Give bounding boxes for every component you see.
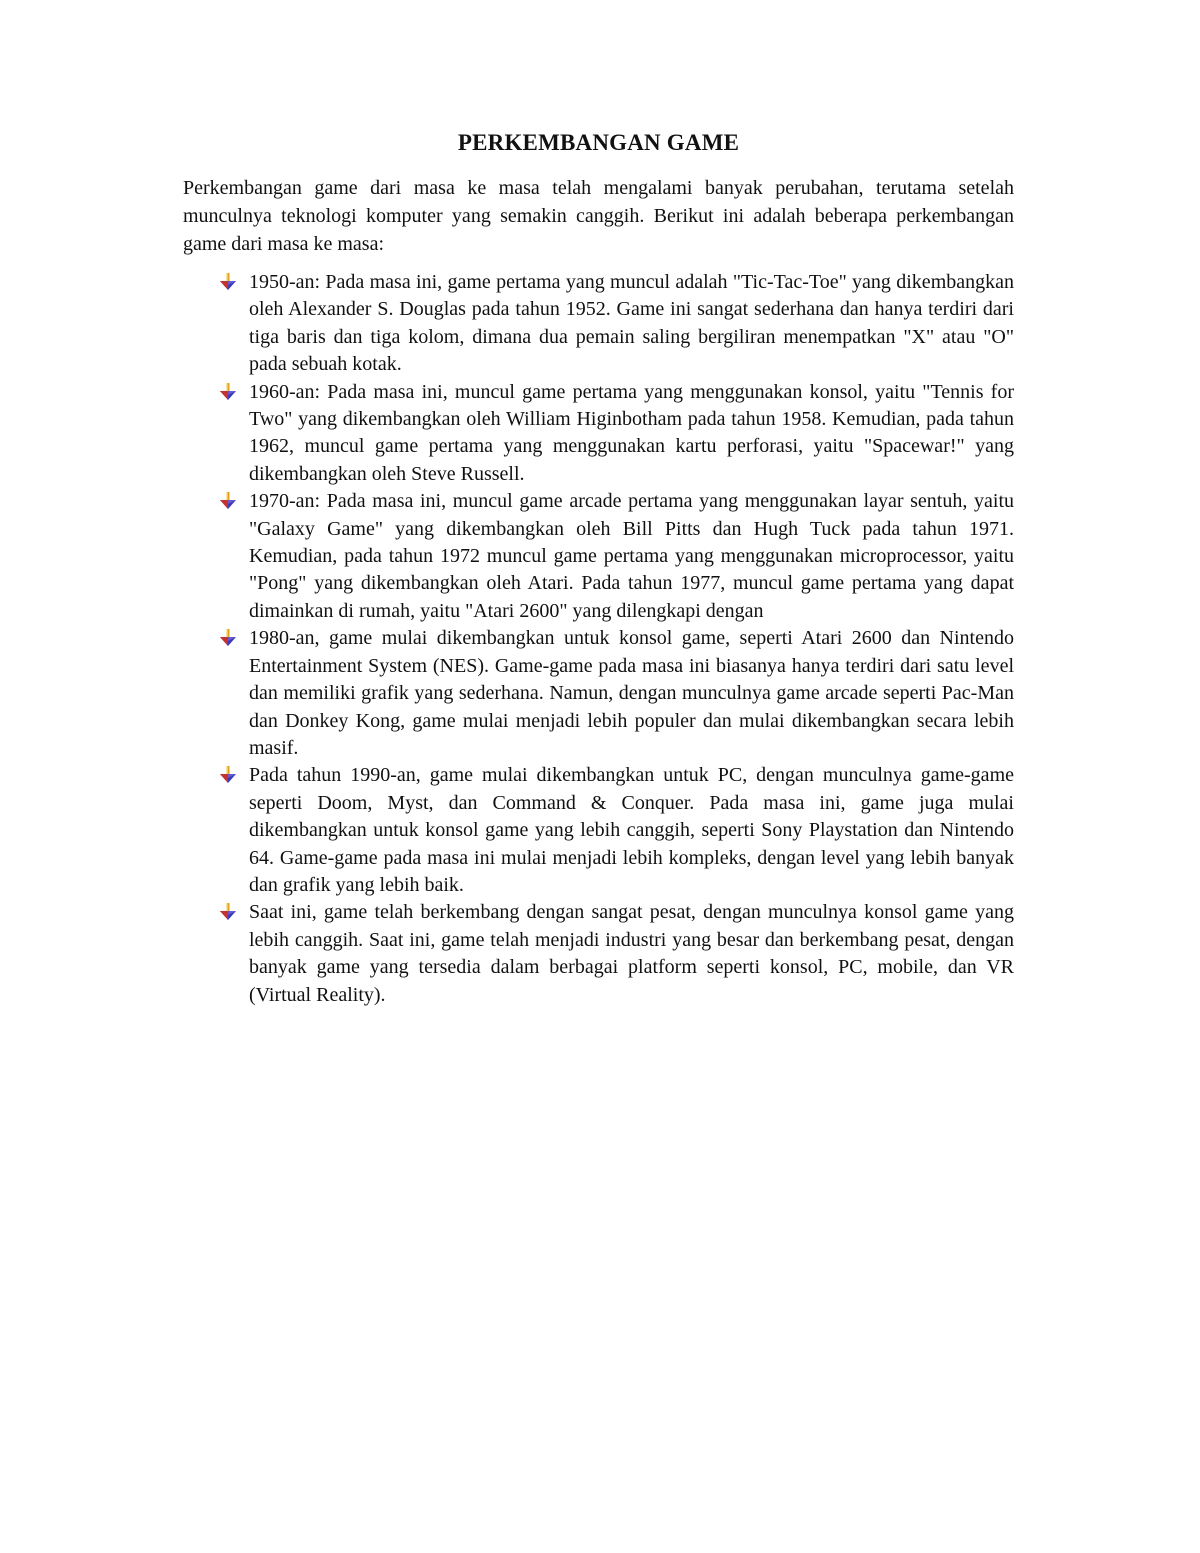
list-item	[183, 488, 1014, 625]
page-title: PERKEMBANGAN GAME	[457, 130, 740, 155]
arrow-down-bullet-icon	[220, 383, 236, 403]
list-item-text: 1980-an, game mulai dikembangkan untuk konsol game, seperti Atari 2600 dan Nintendo Entertainment System (NES). Game-game pada masa ini biasanya hanya terdiri dari satu level dan memiliki grafik yang sederhana. Namun, dengan munculnya game arcade seperti Pac-Man dan Donkey Kong, game mulai menjadi lebih populer dan mulai dikembangkan secara lebih masif.	[249, 627, 1014, 759]
arrow-down-bullet-icon	[220, 903, 236, 923]
arrow-down-bullet-icon	[220, 273, 236, 293]
list-item-text: 1960-an: Pada masa ini, muncul game pertama yang menggunakan konsol, yaitu "Tennis for Two" yang dikembangkan oleh William Higinbotham pada tahun 1958. Kemudian, pada tahun 1962, muncul game pertama yang menggunakan kartu perforasi, yaitu "Spacewar!" yang dikembangkan oleh Steve Russell.	[249, 380, 1014, 485]
history-list	[183, 269, 1014, 1009]
list-item	[183, 625, 1014, 762]
arrow-down-bullet-icon	[220, 629, 236, 649]
list-item-text: 1950-an: Pada masa ini, game pertama yang muncul adalah "Tic-Tac-Toe" yang dikembangkan oleh Alexander S. Douglas pada tahun 1952. Game ini sangat sederhana dan hanya terdiri dari tiga baris dan tiga kolom, dimana dua pemain saling bergiliran menempatkan "X" atau "O" pada sebuah kotak.	[249, 271, 1014, 376]
list-item-text: Saat ini, game telah berkembang dengan sangat pesat, dengan munculnya konsol game yang lebih canggih. Saat ini, game telah menjadi industri yang besar dan berkembang pesat, dengan banyak game yang tersedia dalam berbagai platform seperti konsol, PC, mobile, dan VR (Virtual Reality).	[249, 901, 1014, 1006]
arrow-down-bullet-icon	[220, 766, 236, 786]
list-item-text: 1970-an: Pada masa ini, muncul game arcade pertama yang menggunakan layar sentuh, yaitu "Galaxy Game" yang dikembangkan oleh Bill Pitts dan Hugh Tuck pada tahun 1971. Kemudian, pada tahun 1972 muncul game pertama yang menggunakan microprocessor, yaitu "Pong" yang dikembangkan oleh Atari. Pada tahun 1977, muncul game pertama yang dapat dimainkan di rumah, yaitu "Atari 2600" yang dilengkapi dengan	[249, 490, 1014, 622]
document-body	[183, 130, 1014, 1009]
list-item	[183, 379, 1014, 489]
intro-paragraph: Perkembangan game dari masa ke masa telah mengalami banyak perubahan, terutama setelah munculnya teknologi komputer yang semakin canggih. Berikut ini adalah beberapa perkembangan game dari masa ke masa:	[183, 177, 1014, 255]
list-item	[183, 899, 1014, 1009]
list-item-text: Pada tahun 1990-an, game mulai dikembangkan untuk PC, dengan munculnya game-game seperti Doom, Myst, dan Command & Conquer. Pada masa ini, game juga mulai dikembangkan untuk konsol game yang lebih canggih, seperti Sony Playstation dan Nintendo 64. Game-game pada masa ini mulai menjadi lebih kompleks, dengan level yang lebih banyak dan grafik yang lebih baik.	[249, 764, 1014, 896]
list-item	[183, 762, 1014, 899]
list-item	[183, 269, 1014, 379]
arrow-down-bullet-icon	[220, 492, 236, 512]
